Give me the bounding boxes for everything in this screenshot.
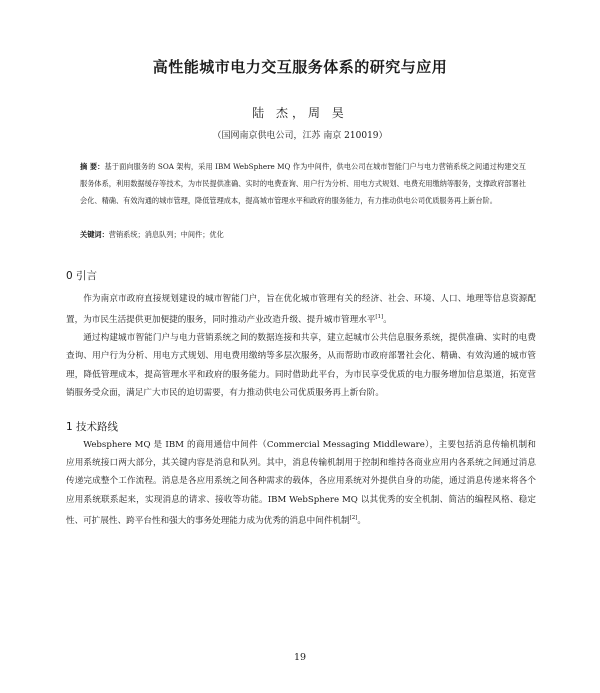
authors: 陆 杰，周 昊: [252, 106, 348, 120]
intro-paragraph-1-text: 作为南京市政府直接规划建设的城市智能门户，旨在优化城市管理有关的经济、社会、环境、人口、地理等信息资源配置，为市民生活提供更加便捷的服务，同时推动产业改造升级、提升城市管理水平: [66, 294, 536, 326]
citation-ref: [2]: [349, 514, 358, 521]
intro-paragraph-2: 通过构建城市智能门户与电力营销系统之间的数据连接和共享，建立起城市公共信息服务系统，提供准确、实时的电费查询、用户行为分析、用电方式规划、用电费用缴纳等多层次服务，从而帮助市政府部署社会化、精确、有效沟通的城市管理，降低管理成本，提高管理水平和政府的服务能力。同时借助此平台，为市民享受优质的电力服务增加信息渠道，拓宽营销服务受众面，满足广大市民的迫切需要，有力推动供电公司优质服务再上新台阶。: [66, 333, 536, 398]
paper-title: 高性能城市电力交互服务体系的研究与应用: [152, 58, 448, 76]
abstract-label: 摘 要：: [80, 162, 105, 171]
affiliation: （国网南京供电公司，江苏 南京 210019）: [212, 131, 388, 141]
section-heading-intro: 0 引言: [66, 270, 98, 282]
abstract: [80, 158, 526, 209]
citation-ref: [1]: [375, 314, 384, 321]
keywords: [80, 230, 526, 240]
abstract-text: 基于面向服务的 SOA 架构，采用 IBM WebSphere MQ 作为中间件，供电公司在城市智能门户与电力营销系统之间通过构建交互服务体系，利用数据缓存等技术，为市民提供准确、实时的电费查询、用户行为分析、用电方式规划、电费充用缴纳等服务，支撑政府部署社会化、精确、有效沟通的城市管理，降低管理成本，提高城市管理水平和政府的服务能力，有力推动供电公司优质服务再上新台阶。: [80, 162, 526, 205]
tech-paragraph-1: Websphere MQ 是 IBM 的商用通信中间件（Commercial Messaging Middleware），主要包括消息传输机制和应用系统接口两大部分，其关键内容是消息和队列。其中，消息传输机制用于控制和维持各商业应用内各系统之间通过消息传递完成整个工作流程。消息是各应用系统之间各种需求的载体，各应用系统对外提供自身的功能，通过消息传递来将各个应用系统联系起来，实现消息的请求、接收等功能。IBM WebSphere MQ 以其优秀的安全机制、简洁的编程风格、稳定性、可扩展性、跨平台性和强大的事务处理能力成为优秀的消息中间件机制[2]。: [66, 440, 536, 526]
page-number: 19: [293, 652, 307, 663]
keywords-label: 关键词：: [80, 230, 109, 239]
tech-paragraph-1-text: Websphere MQ 是 IBM 的商用通信中间件（Commercial Messaging Middleware），主要包括消息传输机制和应用系统接口两大部分，其关键内容是消息和队列。其中，消息传输机制用于控制和维持各商业应用内各系统之间通过消息传递完成整个工作流程。消息是各应用系统之间各种需求的载体，各应用系统对外提供自身的功能，通过消息传递来将各个应用系统联系起来，实现消息的请求、接收等功能。IBM WebSphere MQ 以其优秀的安全机制、简洁的编程风格、稳定性、可扩展性、跨平台性和强大的事务处理能力成为优秀的消息中间件机制: [66, 440, 536, 526]
section-intro-body: [66, 290, 536, 402]
intro-paragraph-1: 作为南京市政府直接规划建设的城市智能门户，旨在优化城市管理有关的经济、社会、环境、人口、地理等信息资源配置，为市民生活提供更加便捷的服务，同时推动产业改造升级、提升城市管理水平[1]。: [66, 294, 536, 326]
section-tech-body: [66, 436, 536, 530]
section-heading-tech: 1 技术路线: [66, 421, 119, 433]
keywords-text: 营销系统；消息队列；中间件；优化: [108, 230, 224, 239]
